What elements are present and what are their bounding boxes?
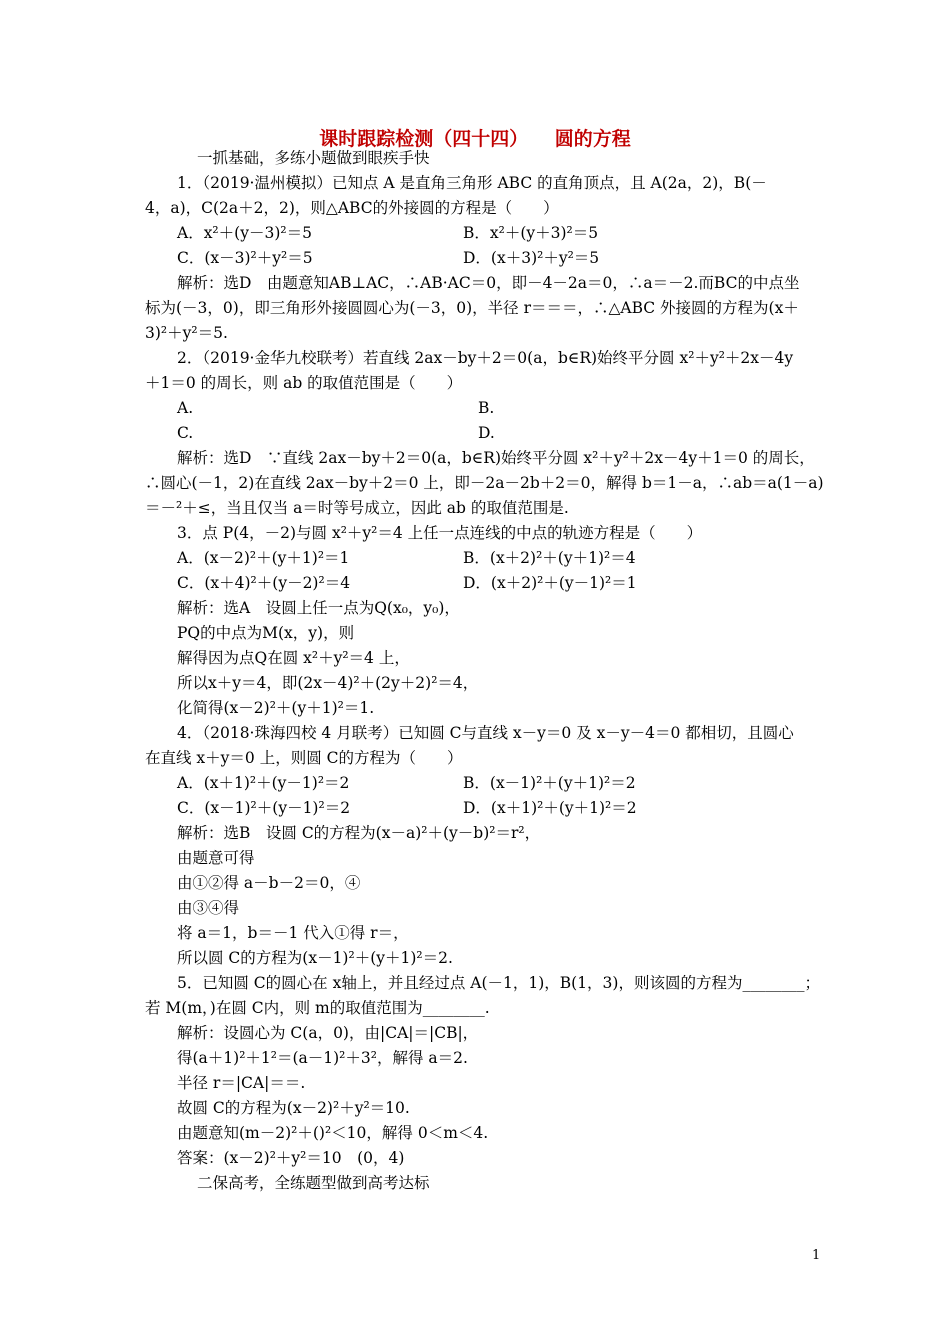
question-2-stem: 2．（2019·金华九校联考）若直线 2ax－by＋2＝0(a，b∈R)始终平分圆 x²＋y²＋2x－4y	[177, 349, 794, 367]
question-2-option-d: D.	[478, 424, 495, 442]
question-4-option-d: D．(x＋1)²＋(y＋1)²＝2	[463, 799, 637, 817]
question-2-solution-cont: ∴圆心(－1，2)在直线 2ax－by＋2＝0 上，即－2a－2b＋2＝0，解得 b＝1－a，∴ab＝a(1－a)	[145, 474, 824, 492]
question-5-answer: 答案：(x－2)²＋y²＝10 (0，4)	[177, 1149, 405, 1167]
question-3-option-d: D．(x＋2)²＋(y－1)²＝1	[463, 574, 637, 592]
question-1-solution-end: 3)²＋y²＝5.	[145, 324, 228, 342]
question-4-stem: 4．（2018·珠海四校 4 月联考）已知圆 C与直线 x－y＝0 及 x－y－4＝0 都相切，且圆心	[177, 724, 794, 742]
question-5-stem-cont: 若 M(m，)在圆 C内，则 m的取值范围为________.	[145, 999, 490, 1017]
question-1-solution-cont: 标为(－3，0)，即三角形外接圆圆心为(－3，0)，半径 r＝＝＝，∴△ABC 外接圆的方程为(x＋	[145, 299, 799, 317]
question-5-solution-2: 得(a＋1)²＋1²＝(a－1)²＋3²，解得 a＝2.	[177, 1049, 468, 1067]
question-2-stem-cont: ＋1＝0 的周长，则 ab 的取值范围是（ ）	[145, 374, 463, 392]
question-3-option-c: C．(x＋4)²＋(y－2)²＝4	[177, 574, 351, 592]
question-3-option-b: B．(x＋2)²＋(y＋1)²＝4	[463, 549, 636, 567]
question-4-solution: 解析：选B 设圆 C的方程为(x－a)²＋(y－b)²＝r²，	[177, 824, 541, 842]
question-2-solution-end: ＝－²＋≤，当且仅当 a＝时等号成立，因此 ab 的取值范围是.	[145, 499, 569, 517]
question-1-option-c: C．(x－3)²＋y²＝5	[177, 249, 313, 267]
section-heading-exam: 二保高考，全练题型做到高考达标	[197, 1174, 430, 1192]
question-3-solution-4: 所以x＋y＝4，即(2x－4)²＋(2y＋2)²＝4，	[177, 674, 479, 692]
question-4-option-a: A．(x＋1)²＋(y－1)²＝2	[177, 774, 350, 792]
question-1-solution: 解析：选D 由题意知AB⊥AC，∴AB·AC＝0，即－4－2a＝0，∴a＝－2.而BC的中点坐	[177, 274, 800, 292]
page-number: 1	[812, 1248, 821, 1263]
question-3-solution-2: PQ的中点为M(x，y)，则	[177, 624, 355, 642]
question-2-option-b: B.	[478, 399, 495, 417]
question-1-option-a: A．x²＋(y－3)²＝5	[177, 224, 312, 242]
question-4-solution-3: 由①②得 a－b－2＝0，④	[177, 874, 361, 892]
question-4-option-b: B．(x－1)²＋(y＋1)²＝2	[463, 774, 636, 792]
question-5-solution: 解析：设圆心为 C(a，0)，由|CA|＝|CB|，	[177, 1024, 479, 1042]
page-title: 课时跟踪检测（四十四） 圆的方程	[319, 128, 631, 150]
question-3-solution-3: 解得因为点Q在圆 x²＋y²＝4 上，	[177, 649, 410, 667]
question-1-stem-cont: 4，a)，C(2a＋2，2)，则△ABC的外接圆的方程是（ ）	[145, 199, 559, 217]
section-heading-basics: 一抓基础，多练小题做到眼疾手快	[197, 149, 430, 167]
question-3-solution: 解析：选A 设圆上任一点为Q(x₀，y₀)，	[177, 599, 460, 617]
question-5-solution-4: 故圆 C的方程为(x－2)²＋y²＝10.	[177, 1099, 410, 1117]
question-3-solution-5: 化简得(x－2)²＋(y＋1)²＝1.	[177, 699, 375, 717]
question-5-solution-5: 由题意知(m－2)²＋()²＜10，解得 0＜m＜4.	[177, 1124, 489, 1142]
question-1-option-d: D．(x＋3)²＋y²＝5	[463, 249, 600, 267]
question-4-solution-5: 将 a＝1，b＝－1 代入①得 r＝，	[177, 924, 409, 942]
question-2-solution: 解析：选D ∵直线 2ax－by＋2＝0(a，b∈R)始终平分圆 x²＋y²＋2x－4y＋1＝0 的周长，	[177, 449, 815, 467]
question-4-solution-2: 由题意可得	[177, 849, 255, 867]
question-1-option-b: B．x²＋(y＋3)²＝5	[463, 224, 599, 242]
question-2-option-a: A.	[177, 399, 194, 417]
question-3-stem: 3．点 P(4，－2)与圆 x²＋y²＝4 上任一点连线的中点的轨迹方程是（ ）	[177, 524, 703, 542]
question-4-solution-6: 所以圆 C的方程为(x－1)²＋(y＋1)²＝2.	[177, 949, 453, 967]
question-4-option-c: C．(x－1)²＋(y－1)²＝2	[177, 799, 351, 817]
question-4-stem-cont: 在直线 x＋y＝0 上，则圆 C的方程为（ ）	[145, 749, 463, 767]
question-3-option-a: A．(x－2)²＋(y＋1)²＝1	[177, 549, 350, 567]
question-5-stem: 5．已知圆 C的圆心在 x轴上，并且经过点 A(－1，1)，B(1，3)，则该圆的方程为________；	[177, 974, 820, 992]
question-1-stem: 1．（2019·温州模拟）已知点 A 是直角三角形 ABC 的直角顶点，且 A(2a，2)，B(－	[177, 174, 767, 192]
question-2-option-c: C.	[177, 424, 194, 442]
question-5-solution-3: 半径 r＝|CA|＝＝.	[177, 1074, 306, 1092]
question-4-solution-4: 由③④得	[177, 899, 240, 917]
